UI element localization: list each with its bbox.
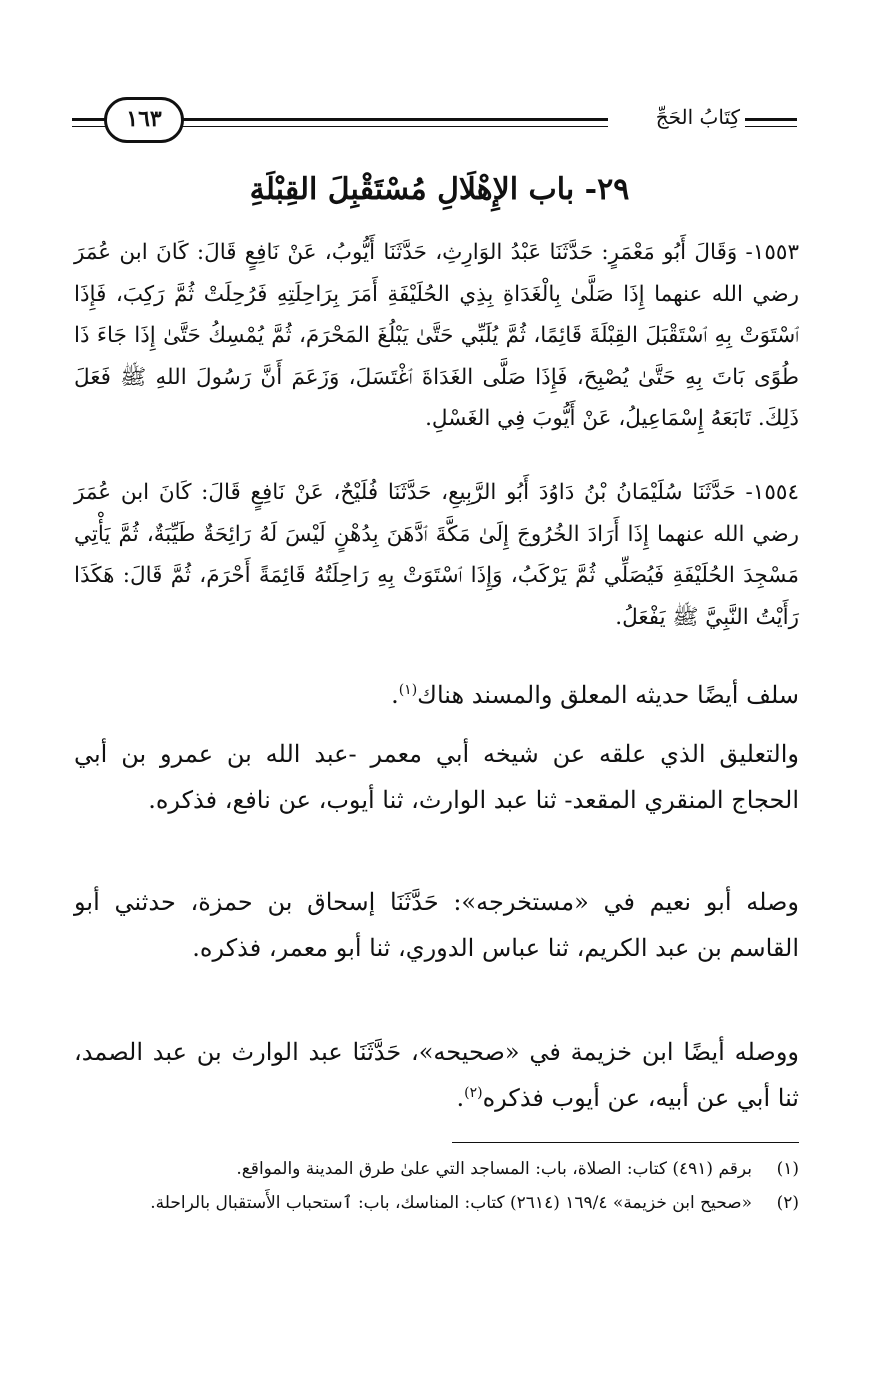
- chapter-heading: ٢٩- باب الإِهْلَالِ مُسْتَقْبِلَ القِبْلَةِ: [249, 172, 630, 207]
- commentary-paragraph-2: [74, 731, 799, 823]
- commentary-text: والتعليق الذي علقه عن شيخه أبي معمر -عبد الله بن عمرو بن أبي الحجاج المنقري المقعد- ثنا عبد الوارث، ثنا أيوب، عن نافع، فذكره.: [74, 740, 799, 814]
- footnote-separator: [452, 1142, 799, 1143]
- commentary-paragraph-1: سلف أيضًا حديثه المعلق والمسند هناك$^{(١)}$.: [391, 681, 799, 709]
- header-rule-left: [72, 118, 106, 127]
- running-header-title: كِتَابُ الحَجِّ: [655, 105, 740, 129]
- header-rule-middle: [178, 118, 608, 127]
- footnote-2: [74, 1188, 799, 1219]
- hadith-1553: ١٥٥٣- وَقَالَ أَبُو مَعْمَرٍ: حَدَّثَنَا عَبْدُ الوَارِثِ، حَدَّثَنَا أَيُّوبُ، عَنْ نَافِعٍ قَالَ: كَانَ ابن عُمَرَ رضي الله عنهما إِذَا صَلَّىٰ بِالْغَدَاةِ بِذِي الحُلَيْفَةِ أَمَرَ بِرَاحِلَتِهِ فَرُحِلَتْ ثُمَّ رَكِبَ، فَإِذَا ٱسْتَوَتْ بِهِ ٱسْتَقْبَلَ القِبْلَةَ قَائِمًا، ثُمَّ يُلَبِّي حَتَّىٰ يَبْلُغَ المَحْرَمَ، ثُمَّ يُمْسِكُ حَتَّىٰ إِذَا جَاءَ ذَا طُوًى بَاتَ بِهِ حَتَّىٰ يُصْبِحَ، فَإِذَا صَلَّى الغَدَاةَ ٱغْتَسَلَ، وَزَعَمَ أَنَّ رَسُولَ اللهِ ﷺ فَعَلَ ذَلِكَ. تَابَعَهُ إِسْمَاعِيلُ، عَنْ أَيُّوبَ فِي الغَسْلِ.: [74, 240, 799, 431]
- hadith-1554: ١٥٥٤- حَدَّثَنَا سُلَيْمَانُ بْنُ دَاوُدَ أَبُو الرَّبِيعِ، حَدَّثَنَا فُلَيْحٌ، عَنْ نَافِعٍ قَالَ: كَانَ ابن عُمَرَ رضي الله عنهما إِذَا أَرَادَ الخُرُوجَ إِلَىٰ مَكَّةَ ٱدَّهَنَ بِدُهْنٍ لَيْسَ لَهُ رَائِحَةٌ طَيِّبَةٌ، ثُمَّ يَأْتِي مَسْجِدَ الحُلَيْفَةِ فَيُصَلِّي ثُمَّ يَرْكَبُ، وَإِذَا ٱسْتَوَتْ بِهِ رَاحِلَتُهُ قَائِمَةً أَحْرَمَ، ثُمَّ قَالَ: هَكَذَا رَأَيْتُ النَّبِيَّ ﷺ يَفْعَلُ.: [74, 480, 799, 630]
- footnote-1: [74, 1154, 799, 1185]
- page-number-badge: ١٦٣: [104, 97, 184, 143]
- sentence-end: .: [456, 1084, 465, 1112]
- commentary-text: وصله أبو نعيم في «مستخرجه»: حَدَّثَنَا إسحاق بن حمزة، حدثني أبو القاسم بن عبد الكريم، ثنا عباس الدوري، ثنا أبو معمر، فذكره.: [74, 888, 799, 962]
- footnote-text: برقم (٤٩١) كتاب: الصلاة، باب: المساجد التي علىٰ طرق المدينة والمواقع.: [236, 1159, 752, 1179]
- footnote-text: «صحيح ابن خزيمة» ١٦٩/٤ (٢٦١٤) كتاب: المناسك، باب: ٱستحباب الأَستقبال بالراحلة.: [150, 1193, 752, 1213]
- commentary-paragraph-4: [74, 1029, 799, 1121]
- footnote-ref-1: (١): [398, 682, 418, 698]
- footnote-number: (١): [776, 1159, 799, 1179]
- footnote-number: (٢): [776, 1193, 799, 1213]
- commentary-paragraph-3: [74, 879, 799, 971]
- header-rule-right: [745, 118, 797, 127]
- commentary-text: ووصله أيضًا ابن خزيمة في «صحيحه»، حَدَّثَنَا عبد الوارث بن عبد الصمد، ثنا أبي عن أبيه، عن أيوب فذكره: [74, 1038, 799, 1112]
- commentary-text: سلف أيضًا حديثه المعلق والمسند هناك: [417, 681, 799, 709]
- footnote-ref-2: (٢): [464, 1085, 483, 1101]
